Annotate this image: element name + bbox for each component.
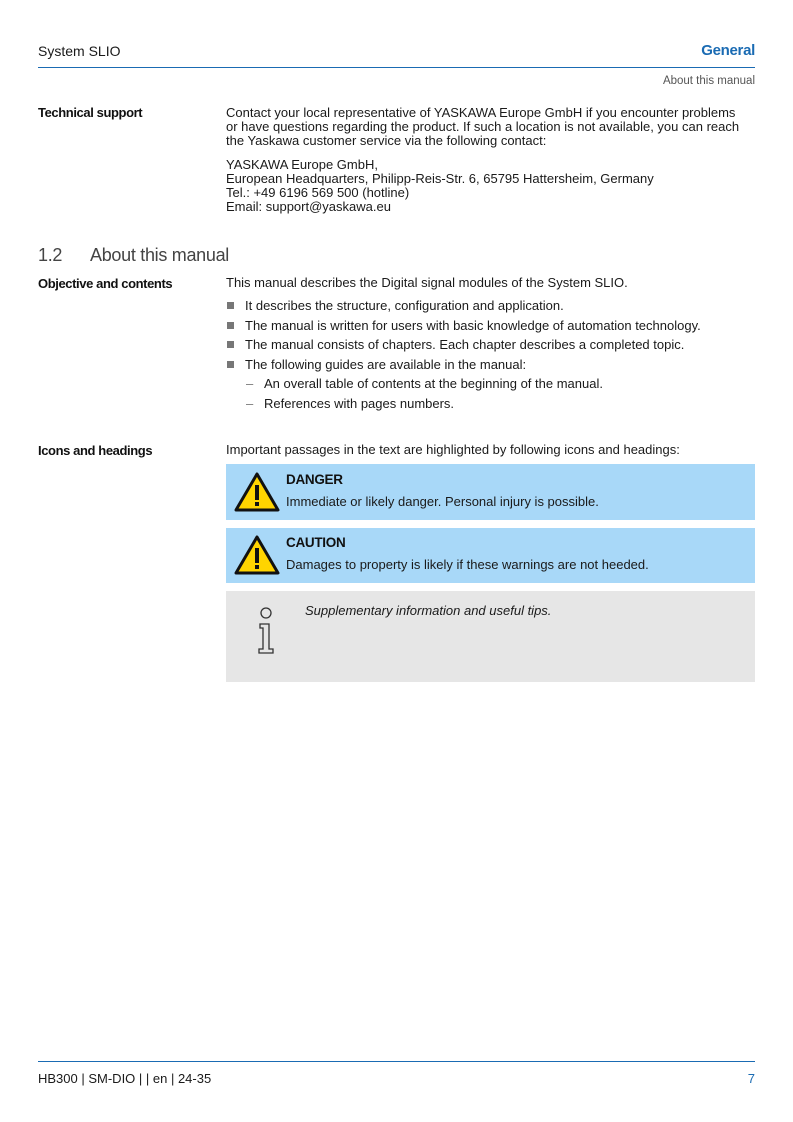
objective-label: Objective and contents: [38, 276, 173, 291]
bullet-square-icon: [227, 322, 234, 329]
address-line: Tel.: +49 6196 569 500 (hotline): [226, 185, 410, 200]
header-product-name: System SLIO: [38, 43, 121, 59]
header-divider: [38, 67, 755, 68]
header-section-name: About this manual: [662, 75, 755, 87]
section-number: 1.2: [38, 245, 63, 265]
support-intro-line: or have questions regarding the product. If such a location is not available, you can reach: [226, 119, 740, 134]
list-item: The manual consists of chapters. Each chapter describes a completed topic.: [226, 335, 756, 355]
technical-support-label: Technical support: [38, 105, 143, 120]
support-intro-line: the Yaskawa customer service via the following contact:: [226, 133, 547, 148]
danger-title: DANGER: [286, 472, 343, 487]
page-number: 7: [747, 1071, 755, 1086]
icons-headings-label: Icons and headings: [38, 443, 153, 458]
bullet-square-icon: [227, 361, 234, 368]
support-address: [226, 158, 756, 214]
danger-text: Immediate or likely danger. Personal injury is possible.: [286, 494, 599, 509]
caution-text: Damages to property is likely if these warnings are not heeded.: [286, 557, 649, 572]
header-chapter-title: General: [701, 42, 755, 59]
support-intro-line: Contact your local representative of YASKAWA Europe GmbH if you encounter problems: [226, 105, 736, 120]
bullet-square-icon: [227, 302, 234, 309]
caution-title: CAUTION: [286, 535, 346, 550]
icons-intro: Important passages in the text are highlighted by following icons and headings:: [226, 442, 680, 457]
danger-box: [226, 464, 755, 520]
objective-list: [226, 296, 756, 413]
info-box: [226, 591, 755, 682]
sub-list-item: – An overall table of contents at the beginning of the manual.: [226, 374, 756, 394]
warning-triangle-icon: [234, 472, 280, 512]
list-item: It describes the structure, configuration and application.: [226, 296, 756, 316]
list-item: The manual is written for users with basic knowledge of automation technology.: [226, 316, 756, 336]
footer-divider: [38, 1061, 755, 1062]
section-heading: [38, 245, 229, 266]
support-email: Email: support@yaskawa.eu: [226, 199, 391, 214]
address-line: European Headquarters, Philipp-Reis-Str. 6, 65795 Hattersheim, Germany: [226, 171, 654, 186]
dash-icon: –: [246, 395, 254, 411]
list-item: The following guides are available in the manual:: [226, 355, 756, 375]
dash-icon: –: [246, 376, 254, 391]
info-text: Supplementary information and useful tips.: [305, 603, 552, 618]
technical-support-text: [226, 106, 756, 148]
objective-intro: This manual describes the Digital signal modules of the System SLIO.: [226, 275, 628, 290]
caution-box: [226, 528, 755, 583]
address-line: YASKAWA Europe GmbH,: [226, 157, 378, 172]
sub-list-item: – References with pages numbers.: [226, 394, 756, 414]
footer-document-id: HB300 | SM-DIO | | en | 24-35: [38, 1071, 212, 1086]
bullet-square-icon: [227, 341, 234, 348]
section-title: About this manual: [90, 245, 229, 265]
info-i-icon: [255, 607, 277, 655]
warning-triangle-icon: [234, 535, 280, 575]
